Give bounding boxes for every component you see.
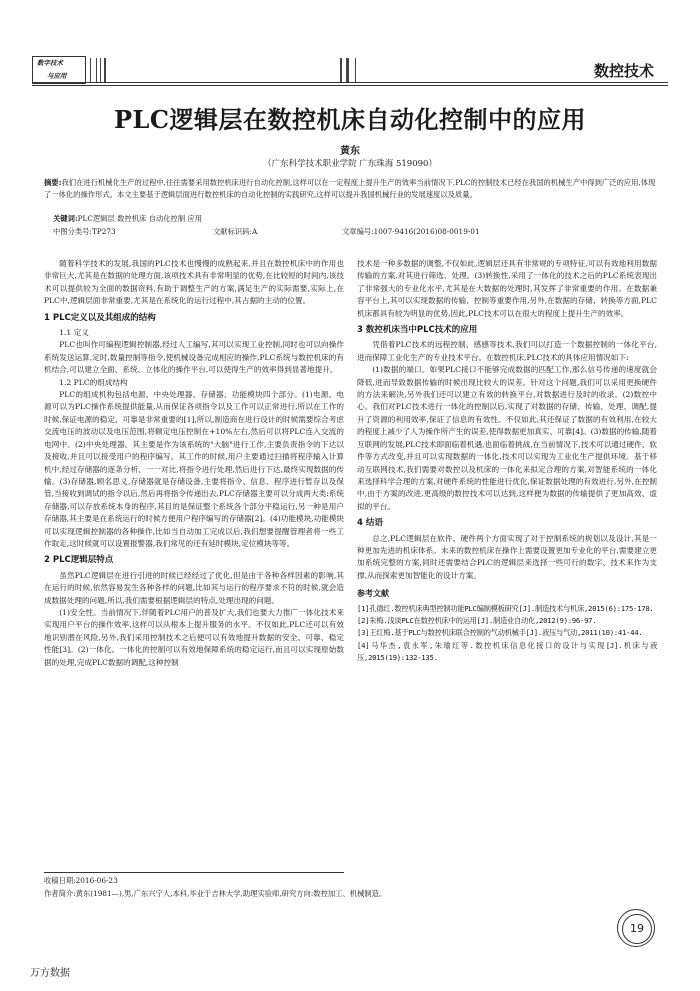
section-2-paragraph-b: (1)安全性。当前情况下,伴随着PLC用户的普及扩大,我们也要大力推广一体化技术来实现用户平台的操作效率,这样可以从根本上提升服务的水平。不仅如此,PLC还可以有效地识别潜在风险,另外,我们采用控制技术之后便可以有效地提升数据的安全、可靠、稳定性能[3]。(2)一体化。一体化的控制可以有效地保障系统的稳定运行,而且可以实现原始数据的处理,完成PLC数据的调配,这种控制 — [44, 607, 344, 667]
section-name: 数控技术 — [593, 62, 654, 80]
continued-paragraph: 技术是一种多数据的调整,不仅如此,逻辑层还具有非常规的专项特征,可以有效地利用数据传输的方案,对其进行筛选、处理。(3)转换性,采用了一体化的技术之后的PLC系统表现出了非常强大的专业化水平,尤其是在大数据的处理时,其发挥了非常重要的作用。在数据兼容平台上,其可以实现数据的传输、控制等重要作用,另外,在数据的存储、转换等方面,PLC机床都具有较为明显的优势,因此,PLC技术可以在很大的程度上提升生产的效率。 — [357, 259, 657, 318]
document-code: 文献标识码:A — [213, 227, 258, 236]
logo-line-2: 与应用 — [47, 72, 67, 80]
keywords-label: 关键词: — [53, 214, 78, 223]
section-1-1-paragraph: PLC也叫作可编程逻辑控制器,经过人工编写,其可以实现工业控制,同时也可以向操作系统发送运算,定时,数量控制等指令,使机械设备完成相应的操作,PLC系统与数控机床的有机结合,可以建立全面、系统、立体化的操作平台,可以使得生产的效率得到显著地提升。 — [44, 340, 344, 375]
wanfang-watermark: 万方数据 — [30, 968, 70, 979]
journal-logo — [32, 56, 86, 84]
clc-number: 中图分类号:TP273 — [53, 227, 116, 236]
section-4-heading: 4 结语 — [357, 518, 383, 529]
section-1-1-heading: 1.1 定义 — [59, 328, 89, 338]
abstract-text: 我们在进行机械化生产的过程中,往往需要采用数控机床进行自动化控制,这样可以在一定程度上提升生产的效率当前情况下,PLC的控制技术已经在我国的机械生产中得到广泛的应用,体现了一体化的操作形式。本文主要基于逻辑层面进行数控机床的自动化控制的实践研究,这样可以提升我国机械行业的发展速度以及质量。 — [44, 178, 656, 199]
abstract-label: 摘要: — [44, 178, 62, 187]
page-number: 19 — [622, 914, 652, 944]
right-column — [357, 258, 657, 665]
reference-item: [3]王红梅.基于PLC与数控机床联合控制的气动机械手[J].液压与气动,2011(10):41-44. — [357, 628, 643, 638]
header-rule — [32, 82, 668, 86]
section-4-paragraph: 总之,PLC逻辑层在软件、硬件两个方面实现了对于控制系统的规划以及设计,其是一种更加先进的机床体系。未来的数控机床在操作上需要设置更加专业化的平台,需要建立更加系统完整的方案,同时还需要结合PLC的逻辑层来选择一些可行的数字、技术来作为支撑,从而探索更加智能化的设计方案。 — [357, 533, 657, 580]
author: 黄东 — [340, 146, 360, 157]
page-header — [0, 0, 700, 90]
page-number-badge — [617, 909, 655, 947]
article-title: PLC逻辑层在数控机床自动化控制中的应用 — [113, 105, 587, 134]
affiliation: （广东科学技术职业学院 广东珠海 519090） — [263, 159, 437, 169]
logo-line-1: 数字技术 — [37, 59, 63, 67]
header-barcode-decoration — [90, 58, 360, 82]
section-3-paragraph: 凭借着PLC技术的远程控制、感感等技术,我们可以打造一个数据控制的一体化平台,进而保障工业化生产的专业技术平台。在数控机床,PLC技术的具体应用情况如下: — [357, 340, 657, 362]
section-1-heading: 1 PLC定义以及其组成的结构 — [44, 312, 156, 323]
reference-item: [2]朱梅.浅谈PLC在数控机床中的运用[J].制造业自动化,2012(9):96-97. — [357, 615, 597, 625]
section-2-heading: 2 PLC逻辑层特点 — [44, 555, 114, 566]
section-1-2-heading: 1.2 PLC的组成结构 — [59, 377, 128, 387]
section-3-heading: 3 数控机床当中PLC技术的应用 — [357, 325, 478, 336]
left-column — [44, 258, 344, 669]
references-heading: 参考文献 — [357, 589, 389, 599]
article-number: 文章编号:1007-9416(2016)08-0019-01 — [342, 227, 480, 236]
intro-paragraph: 随着科学技术的发展,我国的PLC技术也慢慢的成熟起来,并且在数控机床中的作用也非常巨大,尤其是在数据的处理方面,该项技术具有非常明显的优势,在比较短的时间内,该技术可以提供较为全面的数据资料,有助于调整生产的方案,满足生产的实际需要,实际上,在PLC中,逻辑层面非常重要,尤其是在系统化的运行过程中,其占据的主动的位置。 — [44, 259, 344, 306]
section-1-2-paragraph: PLC的组成机构包括电源、中央处理器、存储器、功能模块四个部分。(1)电源。电源可以为PLC操作系统提供能量,从而保证各项指令以及工作可以正常进行,所以在工作的时候,保证电源的稳定、可靠是非常重要的[1],所以,制造商在进行设计的时候需要综合考虑交流电压的波动以及电压范围,将额定电压控制在+10%左右,然后可以将PLC连入交流的电网中。(2)中央处理器。其主要是作为该系统的"大脑"进行工作,主要负责指令的下达以及接收,并且可以接受用户的程序编写。其工作的时候,用户主要通过扫描将程序输入计算机中,经过存储器的逐条分析、一一对比,将指令进行处理,然后进行下达,最终实现数据的传输。(3)存储器,顾名思义,存储器就是存储设备,主要将指令、信息、程序进行暂存以及保管,当接收到调试的指令以后,然后再将指令传递出去,PLC存储器主要可以分成两大类:系统存储器,可以存放系统本身的程序,其目的是保证整个系统各个部分平稳运行,另一种是用户存储器,其主要是在系统运行的时候方便用户程序编写的存储器[2]。(4)功能模块,功能模块可以实现逻辑控制器的各种操作,比如当自动加工完成以后,我们想要提醒管理者将一些工作取走,这时候就可以设置报警器,我们常见的还有延时模块,定位模块等等。 — [44, 390, 344, 548]
received-date: 收稿日期:2016-06-23 — [44, 876, 118, 885]
author-bio: 作者简介:黄东(1981—),男,广东兴宁人,本科,毕业于吉林大学,助理实验师,研究方向:数控加工、机械制造。 — [44, 889, 387, 898]
reference-item: [4]马华杰,袁永军,朱瑜红等.数控机床信息化接口的设计与实现[J].机床与液压,2015(19):132-135. — [357, 640, 657, 663]
keywords — [53, 214, 202, 224]
reference-item: [1]孔德红.数控机床典型控制功能PLC编制模板研究[J].制造技术与机床,2015(6):175-178. — [357, 603, 654, 613]
section-2-paragraph: 虽然PLC逻辑层在进行引进的时候已经经过了优化,但是由于各种各样因素的影响,其在运行的时候,依然容易发生各种各样的问题,比如其与运行的程序要求不符的时候,就会造成数据处理的问题,所以,我们需要根据逻辑层的特点,处理出现的问题。 — [44, 570, 344, 605]
section-3-paragraph-b: (1)数据的端口。如果PLC接口不能够完成数据的匹配工作,那么信号传递的速度就会降低,进而导致数据传输的时候出现比较大的误差。针对这个问题,我们可以采用更换硬件的方法来解决,另外我们还可以建立有效的转换平台,对数据进行及时的收录。(2)数控中心。我们对PLC技术进行一体化的控制以后,实现了对数据的存储、传输、处理、调配,提升了资源的利用效率,保证了信息的有效性。不仅如此,其还保证了数据的有效利用,在较大的程度上减少了人为操作所产生的误差,使得数据更加真实、可靠[4]。(3)数据的传输,随着互联网的发展,PLC技术即面临着机遇,也面临着挑战,在当前情况下,技术可以通过硬件、软件等方式改变,并且可以实现数据的一体化,技术可以实现为工业化生产提供环境。基于移动互联网技术,我们需要对数控以及机床的一体化来拟定合理的方案,对智能系统的一体化来选择科学合理的方案,对硬件系统的性能进行优化,保证数据处理的有效进行,另外,在控制中,由于方案的改进,更高级的数控技术可以达到,这样便为数据的传输提供了更加高效、虚拟的平台。 — [357, 365, 657, 511]
footnote-rule — [44, 872, 344, 873]
abstract — [44, 177, 659, 201]
keywords-text: PLC逻辑层 数控机床 自动化控制 应用 — [77, 214, 203, 223]
